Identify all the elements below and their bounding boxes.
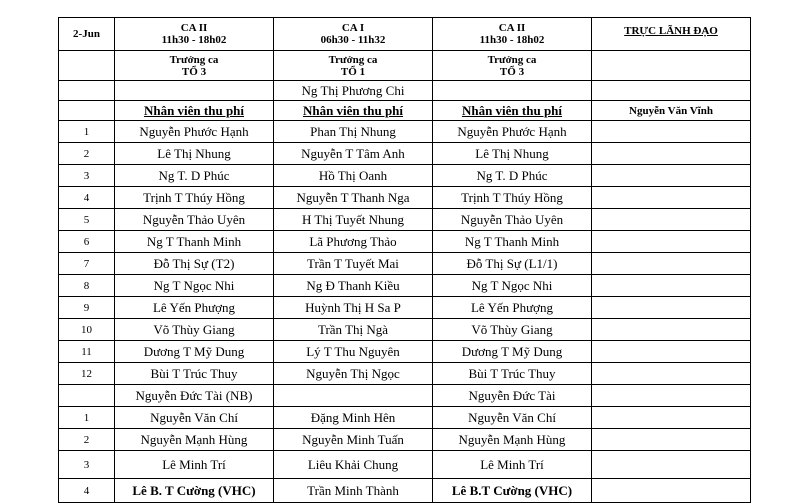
- staff-cell: Trịnh T Thúy Hồng: [433, 187, 592, 209]
- row-number: 1: [59, 407, 115, 429]
- staff-cell: Huỳnh Thị H Sa P: [274, 297, 433, 319]
- shift-header-2: [274, 18, 433, 51]
- staff-cell: Bùi T Trúc Thuy: [115, 363, 274, 385]
- empty-cell: [59, 51, 115, 81]
- row-number: 3: [59, 165, 115, 187]
- staff-cell: Nguyễn Thị Ngọc: [274, 363, 433, 385]
- staff-cell: Dương T Mỹ Dung: [115, 341, 274, 363]
- shift-lead-team: TỔ 1: [340, 65, 366, 78]
- empty-cell: [592, 275, 751, 297]
- empty-cell: [592, 231, 751, 253]
- staff-cell: Võ Thùy Giang: [433, 319, 592, 341]
- table-row: [59, 319, 751, 341]
- row-number: 4: [59, 187, 115, 209]
- table-row: [59, 187, 751, 209]
- table-row: [59, 385, 751, 407]
- shift-time: 11h30 - 18h02: [479, 34, 545, 46]
- staff-cell: Ng T Ngọc Nhi: [433, 275, 592, 297]
- row-number: 9: [59, 297, 115, 319]
- shift-header-1: [115, 18, 274, 51]
- table-row: [59, 451, 751, 479]
- row-number: 2: [59, 429, 115, 451]
- staff-cell: Phan Thị Nhung: [274, 121, 433, 143]
- shift-lead-title: Trưởng ca: [328, 53, 378, 66]
- empty-cell: [592, 363, 751, 385]
- staff-heading: Nhân viên thu phí: [274, 101, 433, 121]
- shift-schedule-table: [58, 17, 751, 503]
- table-row: [59, 429, 751, 451]
- staff-cell: Nguyễn Phước Hạnh: [433, 121, 592, 143]
- shift-lead-name: [115, 81, 274, 101]
- empty-cell: [592, 51, 751, 81]
- empty-cell: [592, 429, 751, 451]
- shift-lead-team: TỔ 3: [181, 65, 207, 78]
- staff-cell: Bùi T Trúc Thuy: [433, 363, 592, 385]
- shift-header-3: [433, 18, 592, 51]
- shift-time: 11h30 - 18h02: [161, 34, 227, 46]
- table-row: [59, 275, 751, 297]
- shift-name: CA II: [498, 22, 526, 34]
- staff-cell: Dương T Mỹ Dung: [433, 341, 592, 363]
- staff-cell: Nguyễn Mạnh Hùng: [433, 429, 592, 451]
- table-row: [59, 231, 751, 253]
- staff-cell: Trần Minh Thành: [274, 479, 433, 503]
- staff-cell: Ng Đ Thanh Kiều: [274, 275, 433, 297]
- shift-lead-team: TỔ 3: [499, 65, 525, 78]
- staff-cell: Nguyễn Đức Tài: [433, 385, 592, 407]
- table-row: [59, 165, 751, 187]
- shift-name: CA I: [341, 22, 365, 34]
- staff-cell: Trần Thị Ngà: [274, 319, 433, 341]
- table-row: [59, 143, 751, 165]
- empty-cell: [592, 209, 751, 231]
- staff-cell: Hồ Thị Oanh: [274, 165, 433, 187]
- row-number: 2: [59, 143, 115, 165]
- staff-cell: Ng T Thanh Minh: [433, 231, 592, 253]
- empty-cell: [592, 121, 751, 143]
- staff-cell: Đỗ Thị Sự (T2): [115, 253, 274, 275]
- empty-cell: [592, 253, 751, 275]
- row-number: 5: [59, 209, 115, 231]
- empty-cell: [592, 385, 751, 407]
- shift-lead-name: Ng Thị Phương Chi: [274, 81, 433, 101]
- staff-cell: Nguyễn T Tâm Anh: [274, 143, 433, 165]
- row-number: 6: [59, 231, 115, 253]
- row-number: 11: [59, 341, 115, 363]
- shift-lead-2: [274, 51, 433, 81]
- empty-cell: [59, 101, 115, 121]
- staff-cell: Ng T. D Phúc: [115, 165, 274, 187]
- staff-cell: Ng T Thanh Minh: [115, 231, 274, 253]
- staff-cell: Nguyễn Văn Chí: [433, 407, 592, 429]
- staff-cell: Trịnh T Thúy Hồng: [115, 187, 274, 209]
- staff-cell: [274, 385, 433, 407]
- staff-cell: Đỗ Thị Sự (L1/1): [433, 253, 592, 275]
- staff-cell: Lê B. T Cường (VHC): [115, 479, 274, 503]
- empty-cell: [592, 143, 751, 165]
- empty-cell: [592, 319, 751, 341]
- shift-lead-row: [59, 51, 751, 81]
- table-row: [59, 209, 751, 231]
- staff-cell: Lê Thị Nhung: [115, 143, 274, 165]
- leader-name: Nguyễn Văn Vĩnh: [592, 101, 751, 121]
- staff-cell: Lê Minh Trí: [433, 451, 592, 479]
- row-number: 8: [59, 275, 115, 297]
- staff-cell: Ng T. D Phúc: [433, 165, 592, 187]
- empty-cell: [592, 81, 751, 101]
- staff-heading: Nhân viên thu phí: [115, 101, 274, 121]
- table-row: [59, 297, 751, 319]
- staff-cell: Nguyễn Thảo Uyên: [433, 209, 592, 231]
- staff-cell: Nguyễn Đức Tài (NB): [115, 385, 274, 407]
- shift-lead-name: [433, 81, 592, 101]
- staff-cell: Lê Yến Phượng: [433, 297, 592, 319]
- empty-cell: [592, 407, 751, 429]
- staff-cell: Nguyễn Văn Chí: [115, 407, 274, 429]
- staff-cell: Đặng Minh Hên: [274, 407, 433, 429]
- staff-cell: Trần T Tuyết Mai: [274, 253, 433, 275]
- empty-cell: [592, 451, 751, 479]
- empty-cell: [59, 81, 115, 101]
- shift-lead-name-row: [59, 81, 751, 101]
- row-number: [59, 385, 115, 407]
- staff-cell: Ng T Ngọc Nhi: [115, 275, 274, 297]
- staff-cell: Lý T Thu Nguyên: [274, 341, 433, 363]
- empty-cell: [592, 165, 751, 187]
- staff-cell: Lê Minh Trí: [115, 451, 274, 479]
- empty-cell: [592, 479, 751, 503]
- header-row: [59, 18, 751, 51]
- table-row: [59, 407, 751, 429]
- staff-cell: Lê B.T Cường (VHC): [433, 479, 592, 503]
- staff-heading-row: [59, 101, 751, 121]
- staff-cell: Nguyễn Phước Hạnh: [115, 121, 274, 143]
- leader-duty-heading: TRỰC LÃNH ĐẠO: [592, 18, 751, 51]
- shift-lead-title: Trưởng ca: [487, 53, 537, 66]
- table-row: [59, 341, 751, 363]
- staff-heading: Nhân viên thu phí: [433, 101, 592, 121]
- empty-cell: [592, 341, 751, 363]
- staff-cell: H Thị Tuyết Nhung: [274, 209, 433, 231]
- row-number: 3: [59, 451, 115, 479]
- staff-cell: Nguyễn Minh Tuấn: [274, 429, 433, 451]
- row-number: 4: [59, 479, 115, 503]
- shift-lead-3: [433, 51, 592, 81]
- staff-cell: Liêu Khải Chung: [274, 451, 433, 479]
- staff-cell: Lê Thị Nhung: [433, 143, 592, 165]
- table-row: [59, 479, 751, 503]
- date-cell: 2-Jun: [59, 18, 115, 51]
- shift-lead-1: [115, 51, 274, 81]
- row-number: 1: [59, 121, 115, 143]
- staff-cell: Nguyễn T Thanh Nga: [274, 187, 433, 209]
- row-number: 7: [59, 253, 115, 275]
- shift-name: CA II: [180, 22, 208, 34]
- table-row: [59, 121, 751, 143]
- empty-cell: [592, 297, 751, 319]
- shift-time: 06h30 - 11h32: [320, 34, 386, 46]
- row-number: 10: [59, 319, 115, 341]
- empty-cell: [592, 187, 751, 209]
- staff-cell: Lã Phương Thảo: [274, 231, 433, 253]
- staff-cell: Nguyễn Thảo Uyên: [115, 209, 274, 231]
- table-row: [59, 253, 751, 275]
- table-row: [59, 363, 751, 385]
- staff-cell: Nguyễn Mạnh Hùng: [115, 429, 274, 451]
- staff-cell: Lê Yến Phượng: [115, 297, 274, 319]
- staff-cell: Võ Thùy Giang: [115, 319, 274, 341]
- shift-lead-title: Trưởng ca: [169, 53, 219, 66]
- row-number: 12: [59, 363, 115, 385]
